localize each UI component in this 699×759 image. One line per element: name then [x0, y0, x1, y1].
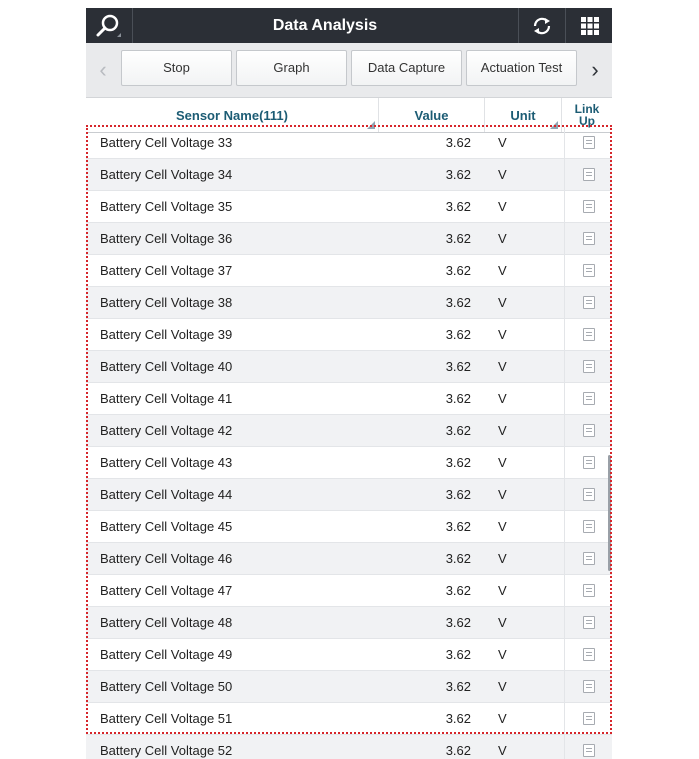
- table-row[interactable]: [86, 703, 612, 735]
- table-row[interactable]: [86, 351, 612, 383]
- sensor-unit: V: [498, 231, 507, 246]
- sensor-unit: V: [498, 455, 507, 470]
- document-icon: [583, 264, 595, 277]
- sensor-name: Battery Cell Voltage 38: [100, 295, 233, 310]
- sensor-name: Battery Cell Voltage 46: [100, 551, 233, 566]
- sensor-name: Battery Cell Voltage 48: [100, 615, 233, 630]
- sensor-unit: V: [498, 295, 507, 310]
- sensor-unit: V: [498, 647, 507, 662]
- table-row[interactable]: [86, 479, 612, 511]
- sensor-name: Battery Cell Voltage 35: [100, 199, 233, 214]
- document-icon: [583, 520, 595, 533]
- sensor-name: Battery Cell Voltage 43: [100, 455, 233, 470]
- actuation-test-button[interactable]: Actuation Test: [466, 50, 577, 86]
- refresh-button[interactable]: [518, 8, 565, 43]
- sensor-unit: V: [498, 391, 507, 406]
- sensor-value: 3.62: [445, 487, 471, 502]
- sensor-name: Battery Cell Voltage 45: [100, 519, 233, 534]
- link-up-button[interactable]: [564, 639, 612, 670]
- sensor-unit: V: [498, 551, 507, 566]
- document-icon: [583, 296, 595, 309]
- sensor-value: 3.62: [445, 711, 471, 726]
- link-up-button[interactable]: [564, 511, 612, 542]
- document-icon: [583, 552, 595, 565]
- sensor-name: Battery Cell Voltage 47: [100, 583, 233, 598]
- sensor-unit: V: [498, 743, 507, 758]
- page-title: Data Analysis: [272, 17, 378, 34]
- chevron-right-icon[interactable]: ›: [591, 57, 599, 82]
- sensor-value: 3.62: [445, 359, 471, 374]
- sensor-unit: V: [498, 263, 507, 278]
- link-up-button[interactable]: [564, 351, 612, 382]
- sensor-table-body: [86, 127, 612, 759]
- sensor-value: 3.62: [445, 135, 471, 150]
- scrollbar[interactable]: [608, 455, 611, 571]
- sensor-unit: V: [498, 615, 507, 630]
- document-icon: [583, 744, 595, 757]
- sensor-unit: V: [498, 711, 507, 726]
- column-header-label: Unit: [510, 107, 536, 123]
- column-header-label: Up: [579, 114, 595, 128]
- sensor-value: 3.62: [445, 615, 471, 630]
- sensor-unit: V: [498, 327, 507, 342]
- sensor-unit: V: [498, 487, 507, 502]
- link-up-button[interactable]: [564, 415, 612, 446]
- link-up-button[interactable]: [564, 319, 612, 350]
- sensor-name: Battery Cell Voltage 33: [100, 135, 233, 150]
- sensor-unit: V: [498, 583, 507, 598]
- link-up-button[interactable]: [564, 543, 612, 574]
- table-row[interactable]: [86, 607, 612, 639]
- sensor-value: 3.62: [445, 391, 471, 406]
- sensor-name: Battery Cell Voltage 42: [100, 423, 233, 438]
- sensor-unit: V: [498, 199, 507, 214]
- link-up-button[interactable]: [564, 223, 612, 254]
- sensor-name: Battery Cell Voltage 51: [100, 711, 233, 726]
- document-icon: [583, 712, 595, 725]
- document-icon: [583, 136, 595, 149]
- document-icon: [583, 200, 595, 213]
- sensor-name: Battery Cell Voltage 37: [100, 263, 233, 278]
- document-icon: [583, 488, 595, 501]
- table-row[interactable]: [86, 319, 612, 351]
- chevron-left-icon[interactable]: ‹: [99, 57, 107, 82]
- sensor-name: Battery Cell Voltage 39: [100, 327, 233, 342]
- link-up-button[interactable]: [564, 191, 612, 222]
- table-row[interactable]: [86, 287, 612, 319]
- sensor-name: Battery Cell Voltage 44: [100, 487, 233, 502]
- table-row[interactable]: [86, 671, 612, 703]
- sensor-value: 3.62: [445, 167, 471, 182]
- sensor-name: Battery Cell Voltage 41: [100, 391, 233, 406]
- sensor-value: 3.62: [445, 231, 471, 246]
- sensor-value: 3.62: [445, 199, 471, 214]
- document-icon: [583, 168, 595, 181]
- document-icon: [583, 648, 595, 661]
- table-row[interactable]: [86, 223, 612, 255]
- search-icon: [95, 13, 123, 39]
- table-row[interactable]: [86, 639, 612, 671]
- sensor-unit: V: [498, 423, 507, 438]
- document-icon: [583, 360, 595, 373]
- sensor-value: 3.62: [445, 295, 471, 310]
- table-row[interactable]: [86, 127, 612, 159]
- menu-button[interactable]: [565, 8, 612, 43]
- link-up-button[interactable]: [564, 383, 612, 414]
- table-row[interactable]: [86, 511, 612, 543]
- table-row[interactable]: [86, 735, 612, 759]
- table-row[interactable]: [86, 575, 612, 607]
- sensor-unit: V: [498, 679, 507, 694]
- link-up-button[interactable]: [564, 703, 612, 734]
- link-up-button[interactable]: [564, 479, 612, 510]
- document-icon: [583, 680, 595, 693]
- sensor-value: 3.62: [445, 647, 471, 662]
- link-up-button[interactable]: [564, 607, 612, 638]
- sensor-unit: V: [498, 519, 507, 534]
- document-icon: [583, 392, 595, 405]
- link-up-button[interactable]: [564, 287, 612, 318]
- sensor-name: Battery Cell Voltage 36: [100, 231, 233, 246]
- sensor-name: Battery Cell Voltage 34: [100, 167, 233, 182]
- document-icon: [583, 584, 595, 597]
- app-screen: [86, 8, 612, 759]
- search-button[interactable]: [86, 8, 133, 43]
- column-header-label: Value: [414, 107, 449, 123]
- sensor-value: 3.62: [445, 679, 471, 694]
- table-row[interactable]: [86, 255, 612, 287]
- table-row[interactable]: [86, 415, 612, 447]
- sensor-value: 3.62: [445, 551, 471, 566]
- document-icon: [583, 456, 595, 469]
- sensor-unit: V: [498, 359, 507, 374]
- sensor-name: Battery Cell Voltage 50: [100, 679, 233, 694]
- document-icon: [583, 232, 595, 245]
- sensor-unit: V: [498, 167, 507, 182]
- sensor-name: Battery Cell Voltage 40: [100, 359, 233, 374]
- link-up-button[interactable]: [564, 159, 612, 190]
- toolbar: [86, 43, 612, 98]
- sensor-value: 3.62: [445, 743, 471, 758]
- title-bar: [86, 8, 612, 43]
- document-icon: [583, 424, 595, 437]
- column-header-label: Link: [574, 102, 600, 116]
- table-row[interactable]: [86, 159, 612, 191]
- sensor-name: Battery Cell Voltage 49: [100, 647, 233, 662]
- sensor-value: 3.62: [445, 519, 471, 534]
- link-up-button[interactable]: [564, 575, 612, 606]
- sensor-value: 3.62: [445, 423, 471, 438]
- link-up-button[interactable]: [564, 671, 612, 702]
- link-up-button[interactable]: [564, 127, 612, 158]
- document-icon: [583, 328, 595, 341]
- grid-menu-icon: [580, 16, 600, 36]
- table-row[interactable]: [86, 543, 612, 575]
- sensor-value: 3.62: [445, 327, 471, 342]
- sensor-value: 3.62: [445, 455, 471, 470]
- graph-button[interactable]: Graph: [236, 50, 347, 86]
- table-row[interactable]: [86, 447, 612, 479]
- table-row[interactable]: [86, 383, 612, 415]
- document-icon: [583, 616, 595, 629]
- sensor-value: 3.62: [445, 583, 471, 598]
- sensor-unit: V: [498, 135, 507, 150]
- data-capture-button[interactable]: Data Capture: [351, 50, 462, 86]
- table-row[interactable]: [86, 191, 612, 223]
- refresh-icon: [531, 15, 553, 37]
- sensor-value: 3.62: [445, 263, 471, 278]
- link-up-button[interactable]: [564, 255, 612, 286]
- stop-button[interactable]: Stop: [121, 50, 232, 86]
- sensor-name: Battery Cell Voltage 52: [100, 743, 233, 758]
- link-up-button[interactable]: [564, 735, 612, 759]
- link-up-button[interactable]: [564, 447, 612, 478]
- column-header-label: Sensor Name(111): [175, 107, 288, 123]
